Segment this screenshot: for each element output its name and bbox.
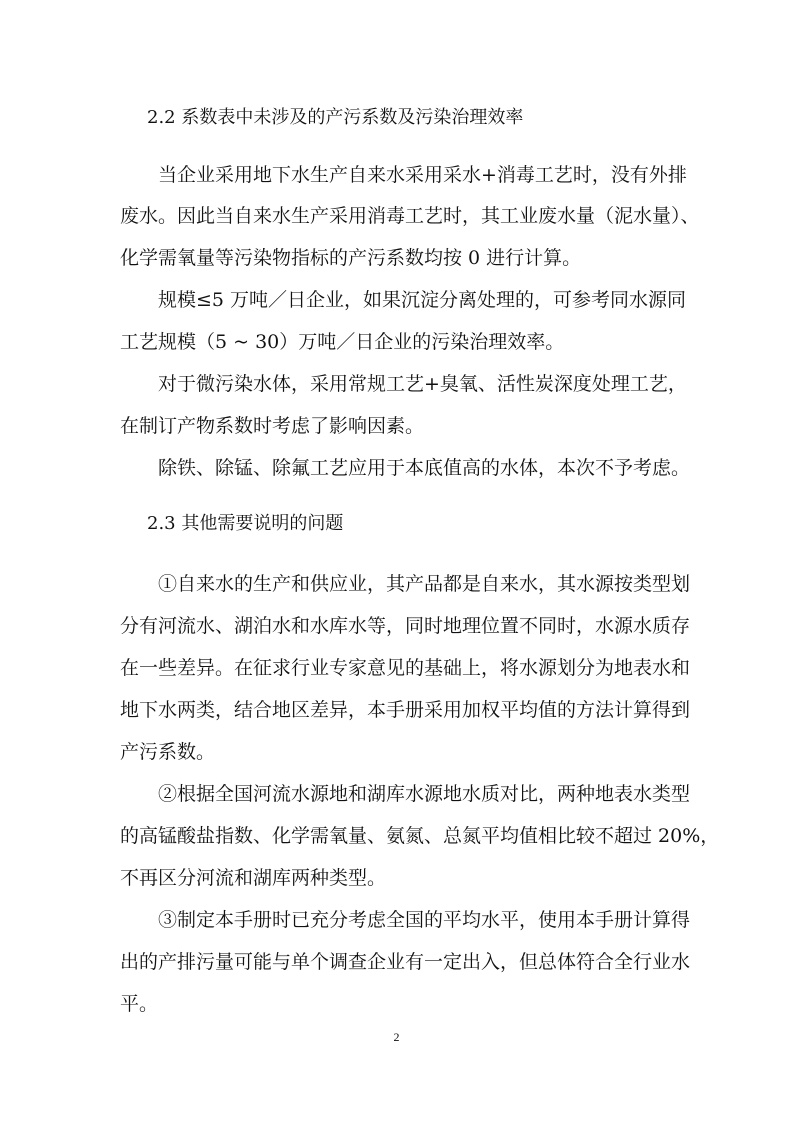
list-item-line: 分有河流水、湖泊水和水库水等，同时地理位置不同时，水源水质存 [120, 615, 691, 637]
paragraph-line: 废水。因此当自来水生产采用消毒工艺时，其工业废水量（泥水量）、 [120, 205, 700, 227]
paragraph-line: 化学需氧量等污染物指标的产污系数均按 0 进行计算。 [120, 247, 582, 269]
list-item-line: 地下水两类，结合地区差异，本手册采用加权平均值的方法计算得到 [120, 699, 691, 721]
paragraph-line: 工艺规模（5 ~ 30）万吨／日企业的污染治理效率。 [120, 331, 565, 353]
list-item-line: 在一些差异。在征求行业专家意见的基础上，将水源划分为地表水和 [120, 657, 691, 679]
paragraph-line: 对于微污染水体，采用常规工艺+臭氧、活性炭深度处理工艺， [158, 373, 687, 395]
page-number: 2 [393, 1030, 400, 1044]
list-item-line: 的高锰酸盐指数、化学需氧量、氨氮、总氮平均值相比较不超过 20%， [120, 825, 720, 847]
list-item-line: ③制定本手册时已充分考虑全国的平均水平，使用本手册计算得 [158, 909, 691, 931]
list-item-line: ②根据全国河流水源地和湖库水源地水质对比，两种地表水类型 [158, 783, 691, 805]
paragraph-line: 在制订产物系数时考虑了影响因素。 [120, 415, 425, 437]
list-item-line: ①自来水的生产和供应业，其产品都是自来水，其水源按类型划 [158, 573, 691, 595]
list-item-line: 不再区分河流和湖库两种类型。 [120, 867, 387, 889]
paragraph-line: 当企业采用地下水生产自来水采用采水+消毒工艺时，没有外排 [158, 164, 687, 186]
paragraph-line: 除铁、除锰、除氟工艺应用于本底值高的水体，本次不予考虑。 [158, 457, 691, 479]
section-heading-2-3: 2.3 其他需要说明的问题 [147, 513, 344, 534]
section-heading-2-2: 2.2 系数表中未涉及的产污系数及污染治理效率 [147, 107, 524, 128]
paragraph-line: 规模≤5 万吨／日企业，如果沉淀分离处理的，可参考同水源同 [158, 289, 687, 311]
list-item-line: 平。 [120, 993, 159, 1015]
list-item-line: 产污系数。 [120, 741, 216, 763]
list-item-line: 出的产排污量可能与单个调查企业有一定出入，但总体符合全行业水 [120, 951, 691, 973]
